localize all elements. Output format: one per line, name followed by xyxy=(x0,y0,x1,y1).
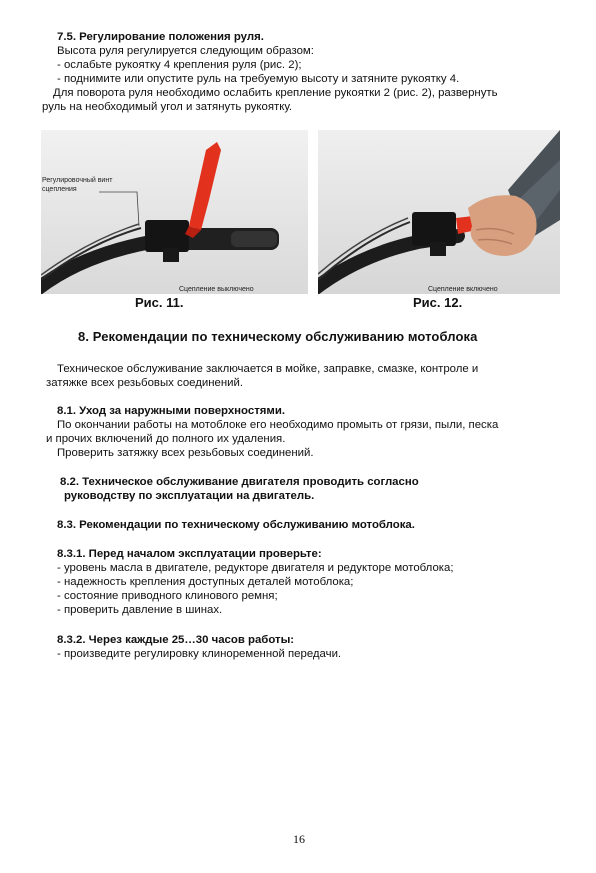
page-number: 16 xyxy=(293,832,305,846)
figure-12-caption: Сцепление включено xyxy=(428,286,498,293)
section-8-1-title: 8.1. Уход за наружными поверхностями. xyxy=(57,405,286,417)
handlebar-clutch-on-image xyxy=(318,130,560,294)
section-8-2-title-cont: руководству по эксплуатации на двигатель. xyxy=(64,490,315,502)
list-item: - уровень масла в двигателе, редукторе двигателя и редукторе мотоблока; xyxy=(57,562,454,574)
section-8-3-title: 8.3. Рекомендации по техническому обслуживанию мотоблока. xyxy=(57,519,415,531)
figure-11-photo xyxy=(41,130,308,294)
paragraph-line: Для поворота руля необходимо ослабить крепление рукоятки 2 (рис. 2), развернуть xyxy=(53,87,498,99)
section-8-2-title: 8.2. Техническое обслуживание двигателя проводить согласно xyxy=(60,476,419,488)
section-7-5-title: 7.5. Регулирование положения руля. xyxy=(57,31,264,43)
paragraph-line: затяжке всех резьбовых соединений. xyxy=(46,377,244,389)
section-8-3-2-title: 8.3.2. Через каждые 25…30 часов работы: xyxy=(57,634,295,646)
callout-line-1: Регулировочный винт xyxy=(42,177,113,184)
list-item: - проверить давление в шинах. xyxy=(57,604,223,616)
paragraph-line: руль на необходимый угол и затянуть рукоятку. xyxy=(42,101,293,113)
section-8-heading: 8. Рекомендации по техническому обслуживанию мотоблока xyxy=(78,329,478,344)
figure-12-label: Рис. 12. xyxy=(413,295,463,310)
list-item: - произведите регулировку клиноременной передачи. xyxy=(57,648,342,660)
handlebar-clutch-off-image xyxy=(41,130,308,294)
paragraph-line: Высота руля регулируется следующим образом: xyxy=(57,45,314,57)
paragraph-line: - ослабьте рукоятку 4 крепления руля (рис. 2); xyxy=(57,59,302,71)
paragraph-line: - поднимите или опустите руль на требуемую высоту и затяните рукоятку 4. xyxy=(57,73,460,85)
paragraph-line: Техническое обслуживание заключается в мойке, заправке, смазке, контроле и xyxy=(57,363,479,375)
figure-11-caption: Сцепление выключено xyxy=(179,286,254,293)
callout-line-2: сцепления xyxy=(42,186,77,193)
list-item: - надежность крепления доступных деталей мотоблока; xyxy=(57,576,354,588)
figure-11-label: Рис. 11. xyxy=(135,295,184,310)
figure-12-photo xyxy=(318,130,560,294)
list-item: - состояние приводного клинового ремня; xyxy=(57,590,278,602)
section-8-3-1-title: 8.3.1. Перед началом эксплуатации проверьте: xyxy=(57,548,322,560)
paragraph-line: По окончании работы на мотоблоке его необходимо промыть от грязи, пыли, песка xyxy=(57,419,499,431)
paragraph-line: и прочих включений до полного их удаления. xyxy=(46,433,286,445)
paragraph-line: Проверить затяжку всех резьбовых соединений. xyxy=(57,447,314,459)
